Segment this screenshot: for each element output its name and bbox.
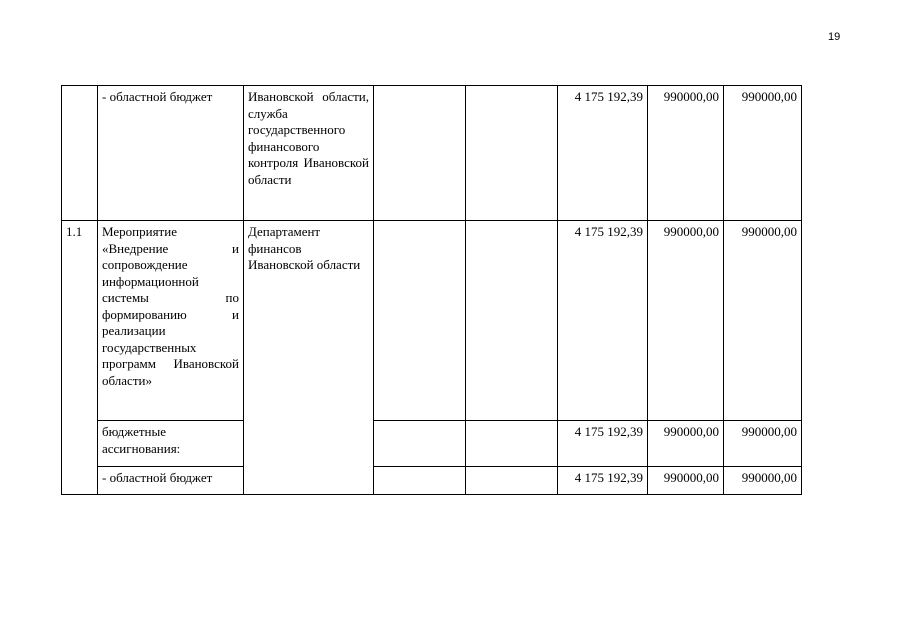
empty-cell bbox=[374, 421, 466, 467]
empty-cell bbox=[466, 86, 558, 221]
empty-cell bbox=[374, 221, 466, 421]
executor-cell: Департамент финансов Ивановской области bbox=[244, 221, 374, 495]
row-label: бюджетные ассигнования: bbox=[98, 421, 244, 467]
amount-cell: 990000,00 bbox=[724, 86, 802, 221]
table-row bbox=[62, 86, 802, 221]
row-label: - областной бюджет bbox=[98, 467, 244, 495]
amount-cell: 4 175 192,39 bbox=[558, 86, 648, 221]
amount-cell: 4 175 192,39 bbox=[558, 221, 648, 421]
amount-cell: 990000,00 bbox=[648, 86, 724, 221]
page-number: 19 bbox=[828, 31, 841, 43]
amount-cell: 4 175 192,39 bbox=[558, 421, 648, 467]
amount-cell: 990000,00 bbox=[648, 421, 724, 467]
empty-cell bbox=[374, 467, 466, 495]
amount-cell: 4 175 192,39 bbox=[558, 467, 648, 495]
empty-cell bbox=[374, 86, 466, 221]
row-label: Мероприятие «Внедрение и сопровождение информационной системы по формированию и реализации государственных программ Ивановской области» bbox=[98, 221, 244, 421]
amount-cell: 990000,00 bbox=[724, 467, 802, 495]
amount-cell: 990000,00 bbox=[724, 421, 802, 467]
row-number-cell: 1.1 bbox=[62, 221, 98, 495]
table-row bbox=[62, 467, 802, 495]
empty-cell bbox=[466, 467, 558, 495]
budget-table bbox=[61, 85, 802, 495]
table-row bbox=[62, 421, 802, 467]
row-label: - областной бюджет bbox=[98, 86, 244, 221]
row-number-cell bbox=[62, 86, 98, 221]
executor-cell: Ивановской области, служба государственного финансового контроля Ивановской области bbox=[244, 86, 374, 221]
table-row bbox=[62, 221, 802, 421]
amount-cell: 990000,00 bbox=[648, 467, 724, 495]
empty-cell bbox=[466, 221, 558, 421]
amount-cell: 990000,00 bbox=[648, 221, 724, 421]
empty-cell bbox=[466, 421, 558, 467]
amount-cell: 990000,00 bbox=[724, 221, 802, 421]
